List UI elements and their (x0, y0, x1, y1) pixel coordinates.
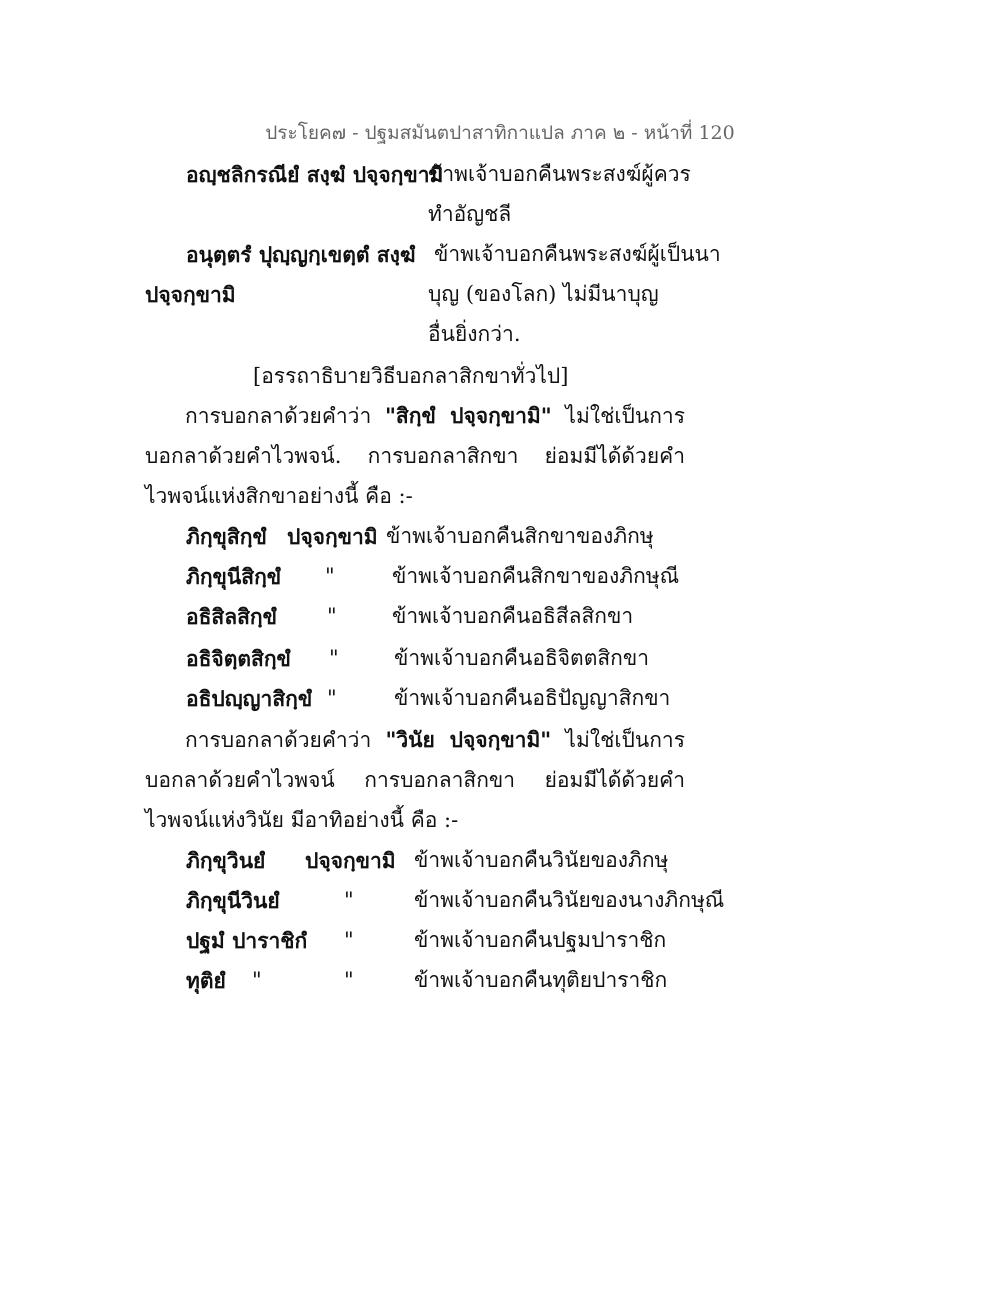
list-gloss: ข้าพเจ้าบอกคืนอธิปัญญาสิกขา (394, 686, 671, 710)
gloss-line: ข้าพเจ้าบอกคืนพระสงฆ์ผู้เป็นนา (434, 242, 721, 266)
pali-term: ปจฺจกฺขามิ (145, 282, 236, 307)
ditto-mark: " (252, 968, 262, 992)
list-term: ภิกฺขุสิกฺขํ (186, 524, 267, 549)
list-term: ทุติยํ (186, 968, 226, 993)
ditto-mark: " (344, 928, 354, 952)
list-verb: ปจฺจกฺขามิ (305, 848, 396, 873)
list-gloss: ข้าพเจ้าบอกคืนทุติยปาราชิก (414, 968, 668, 992)
ditto-mark: " (329, 646, 339, 670)
list-term: อธิจิตฺตสิกฺขํ (186, 646, 291, 671)
list-term: ปฐมํ ปาราชิกํ (186, 928, 308, 953)
list-verb: ปจฺจกฺขามิ (287, 524, 378, 549)
page-header: ประโยค๗ - ปฐมสมันตปาสาทิกาแปล ภาค ๒ - หน้าที่ 120 (265, 122, 735, 144)
gloss-line: อื่นยิ่งกว่า. (428, 322, 521, 346)
ditto-mark: " (344, 968, 354, 992)
ditto-mark: " (327, 686, 337, 710)
paragraph-text: ไม่ใช่เป็นการบอกลาด้วยคำไวพจน์. การบอกลาสิกขา ย่อมมีได้ด้วยคำไวพจน์แห่งสิกขาอย่างนี้ คือ :- (145, 404, 685, 508)
ditto-mark: " (344, 888, 354, 912)
list-gloss: ข้าพเจ้าบอกคืนอธิสีลสิกขา (392, 604, 634, 628)
gloss-line: บุญ (ของโลก) ไม่มีนาบุญ (428, 282, 659, 306)
pali-term: อญฺชลิกรณียํ สงฺฆํ ปจฺจกฺขามิ (186, 162, 444, 187)
list-term: ภิกฺขุนีสิกฺขํ (186, 564, 282, 589)
list-gloss: ข้าพเจ้าบอกคืนวินัยของนางภิกษุณี (414, 888, 725, 912)
list-gloss: ข้าพเจ้าบอกคืนสิกขาของภิกษุณี (392, 564, 680, 588)
list-term: อธิปญฺญาสิกฺขํ (186, 686, 313, 711)
paragraph (145, 720, 685, 840)
quoted-term: "สิกฺขํ ปจฺจกฺขามิ" (384, 403, 552, 428)
list-gloss: ข้าพเจ้าบอกคืนปฐมปาราชิก (414, 928, 667, 952)
paragraph-text: ไม่ใช่เป็นการบอกลาด้วยคำไวพจน์ การบอกลาสิกขา ย่อมมีได้ด้วยคำไวพจน์แห่งวินัย มีอาทิอย่างนี้ คือ :- (145, 728, 685, 832)
list-term: ภิกฺขุนีวินยํ (186, 888, 280, 913)
paragraph-text: การบอกลาด้วยคำว่า (185, 404, 385, 428)
gloss-line: ข้าพเจ้าบอกคืนพระสงฆ์ผู้ควร (428, 162, 691, 186)
section-title: [อรรถาธิบายวิธีบอกลาสิกขาทั่วไป] (253, 364, 569, 388)
pali-term: อนุตฺตรํ ปุญฺญกฺเขตฺตํ สงฺฆํ (186, 242, 416, 267)
list-term: อธิสิลสิกฺขํ (186, 604, 278, 629)
list-term: ภิกฺขุวินยํ (186, 848, 266, 873)
list-gloss: ข้าพเจ้าบอกคืนสิกขาของภิกษุ (386, 524, 654, 548)
ditto-mark: " (327, 604, 337, 628)
paragraph (145, 396, 685, 516)
paragraph-text: การบอกลาด้วยคำว่า (185, 728, 386, 752)
gloss-line: ทำอัญชลี (428, 202, 512, 226)
ditto-mark: " (325, 564, 335, 588)
quoted-term: "วินัย ปจฺจกฺขามิ" (385, 727, 552, 752)
list-gloss: ข้าพเจ้าบอกคืนอธิจิตตสิกขา (394, 646, 650, 670)
list-gloss: ข้าพเจ้าบอกคืนวินัยของภิกษุ (414, 848, 669, 872)
